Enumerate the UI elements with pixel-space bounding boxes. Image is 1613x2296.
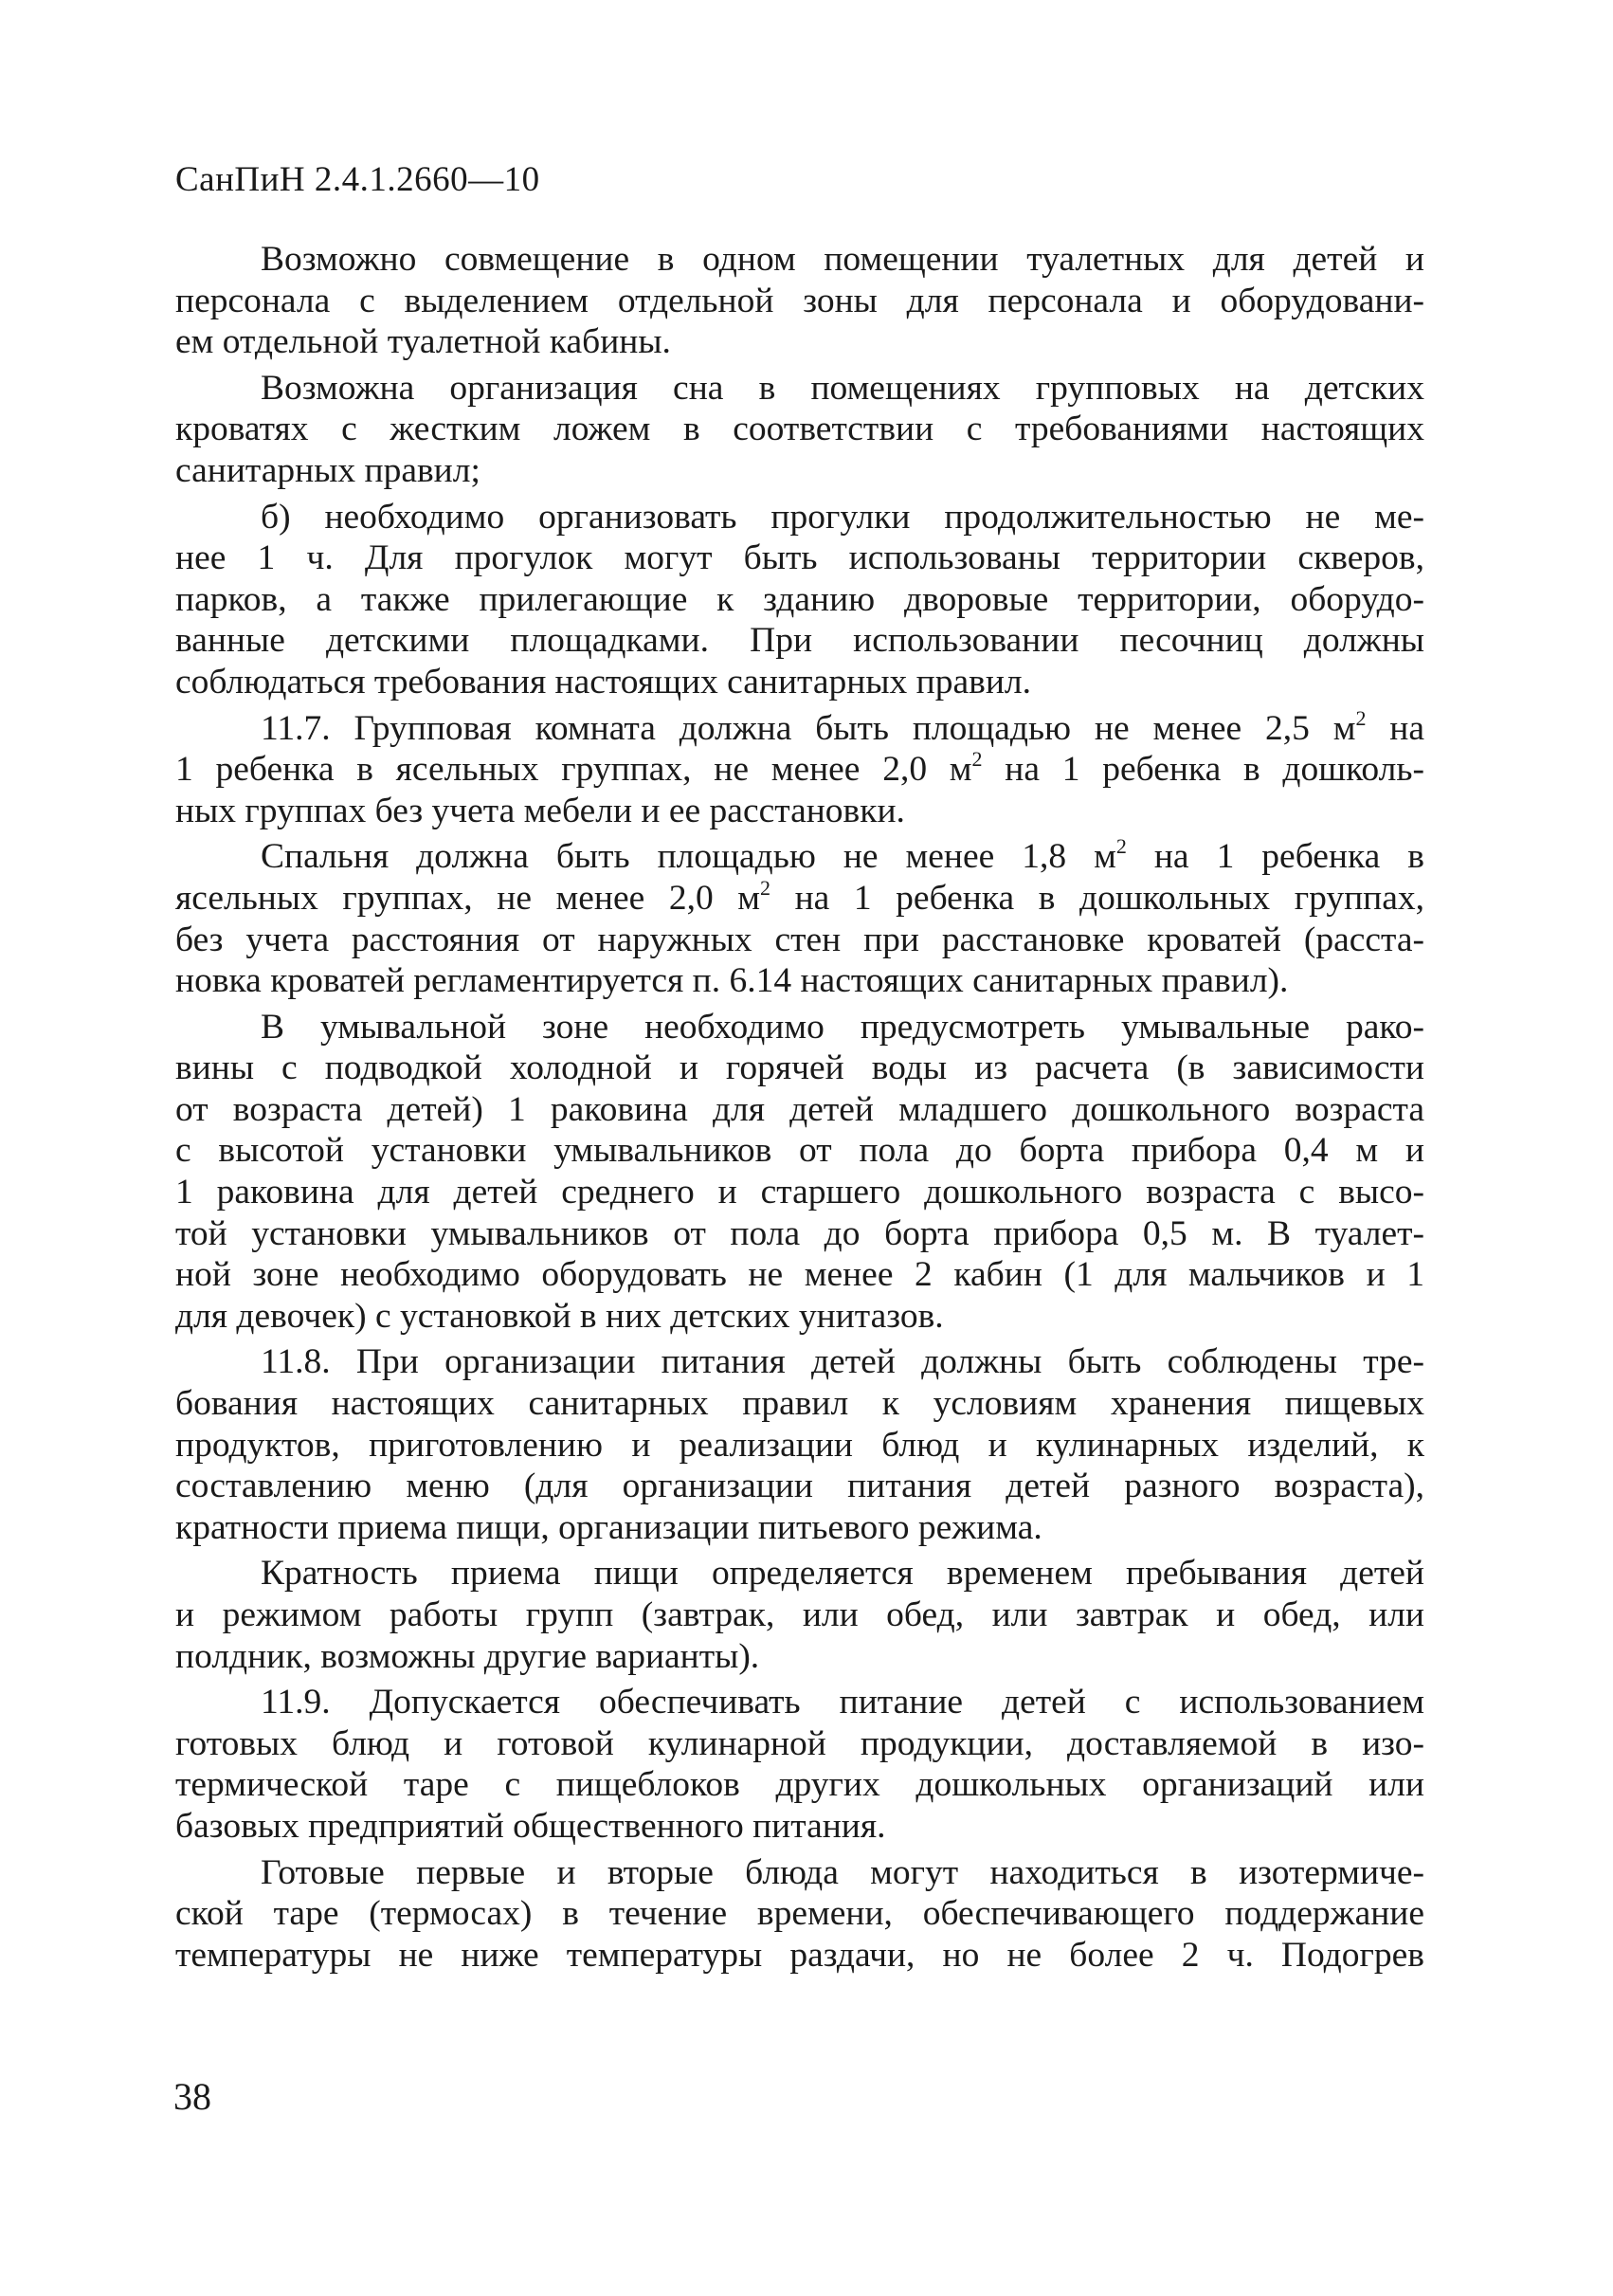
text-line: и режимом работы групп (завтрак, или обед, или завтрак и обед, или [175, 1595, 1424, 1634]
text-line: 11.9. Допускается обеспечивать питание детей с использованием [261, 1683, 1424, 1722]
text-line: Готовые первые и вторые блюда могут находиться в изотермиче- [261, 1852, 1424, 1892]
text-line: ясельных группах, не менее 2,0 $м^2$ на 1 ребенка в дошкольных группах, [175, 875, 1424, 918]
text-line: ной зоне необходимо оборудовать не менее 2 кабин (1 для мальчиков и 1 [175, 1255, 1424, 1295]
text-line: ем отдельной туалетной кабины. [175, 322, 671, 362]
text-line: с высотой установки умывальников от пола до борта прибора 0,4 м и [175, 1131, 1424, 1171]
text-line: 11.8. При организации питания детей должны быть соблюдены тре- [261, 1342, 1424, 1382]
text-line: полдник, возможны другие варианты). [175, 1636, 760, 1676]
paragraph [175, 239, 1424, 363]
paragraph [175, 1852, 1424, 1977]
text-line: персонала с выделением отдельной зоны для персонала и оборудовани- [175, 281, 1424, 320]
paragraph [175, 1682, 1424, 1847]
text-line: готовых блюд и готовой кулинарной продукции, доставляемой в изо- [175, 1723, 1424, 1763]
text-line: соблюдаться требования настоящих санитарных правил. [175, 662, 1032, 702]
text-line: парков, а также прилегающие к зданию дворовые территории, оборудо- [175, 579, 1424, 619]
page-number: 38 [173, 2075, 211, 2118]
paragraph [175, 705, 1424, 832]
text-line: без учета расстояния от наружных стен при расстановке кроватей (расста- [175, 920, 1424, 959]
text-line: базовых предприятий общественного питания. [175, 1806, 886, 1846]
paragraph [175, 1553, 1424, 1677]
text-line: нее 1 ч. Для прогулок могут быть использованы территории скверов, [175, 538, 1424, 578]
text-line: ской таре (термосах) в течение времени, обеспечивающего поддержание [175, 1894, 1424, 1934]
text-line: продуктов, приготовлению и реализации блюд и кулинарных изделий, к [175, 1425, 1424, 1465]
paragraph [175, 1007, 1424, 1338]
text-line: Кратность приема пищи определяется временем пребывания детей [261, 1554, 1424, 1594]
text-line: б) необходимо организовать прогулки продолжительностью не ме- [261, 497, 1424, 537]
text-line: составлению меню (для организации питания детей разного возраста), [175, 1467, 1424, 1506]
text-line: Спальня должна быть площадью не менее 1,8 $м^2$ на 1 ребенка в [261, 834, 1424, 877]
text-line: Возможно совмещение в одном помещении туалетных для детей и [261, 240, 1424, 279]
text-line: 1 раковина для детей среднего и старшего дошкольного возраста с высо- [175, 1173, 1424, 1212]
paragraph [175, 497, 1424, 703]
text-line: вины с подводкой холодной и горячей воды из расчета (в зависимости [175, 1048, 1424, 1088]
text-line: В умывальной зоне необходимо предусмотреть умывальные рако- [261, 1007, 1424, 1047]
text-line: термической таре с пищеблоков других дошкольных организаций или [175, 1765, 1424, 1805]
running-header: СанПиН 2.4.1.2660—10 [175, 160, 540, 199]
text-line: той установки умывальников от пола до борта прибора 0,5 м. В туалет- [175, 1213, 1424, 1253]
text-line: Возможна организация сна в помещениях групповых на детских [261, 368, 1424, 408]
text-line: новка кроватей регламентируется п. 6.14 настоящих санитарных правил). [175, 961, 1289, 1001]
text-line: бования настоящих санитарных правил к условиям хранения пищевых [175, 1384, 1424, 1424]
text-line: кроватях с жестким ложем в соответствии с требованиями настоящих [175, 410, 1424, 449]
text-line: температуры не ниже температуры раздачи, но не более 2 ч. Подогрев [175, 1935, 1424, 1975]
text-line: ных группах без учета мебели и ее расстановки. [175, 791, 905, 830]
text-line: санитарных правил; [175, 450, 480, 490]
text-line: кратности приема пищи, организации питьевого режима. [175, 1507, 1042, 1547]
text-line: от возраста детей) 1 раковина для детей младшего дошкольного возраста [175, 1089, 1424, 1129]
text-line: 1 ребенка в ясельных группах, не менее 2,0 $м^2$ на 1 ребенка в дошколь- [175, 747, 1424, 790]
text-line: 11.7. Групповая комната должна быть площадью не менее 2,5 $м^2$ на [261, 705, 1424, 748]
paragraph [175, 1341, 1424, 1548]
text-line: для девочек) с установкой в них детских унитазов. [175, 1296, 944, 1336]
paragraph [175, 836, 1424, 1001]
text-line: ванные детскими площадками. При использовании песочниц должны [175, 621, 1424, 661]
body-text [175, 239, 1424, 1980]
paragraph [175, 368, 1424, 492]
